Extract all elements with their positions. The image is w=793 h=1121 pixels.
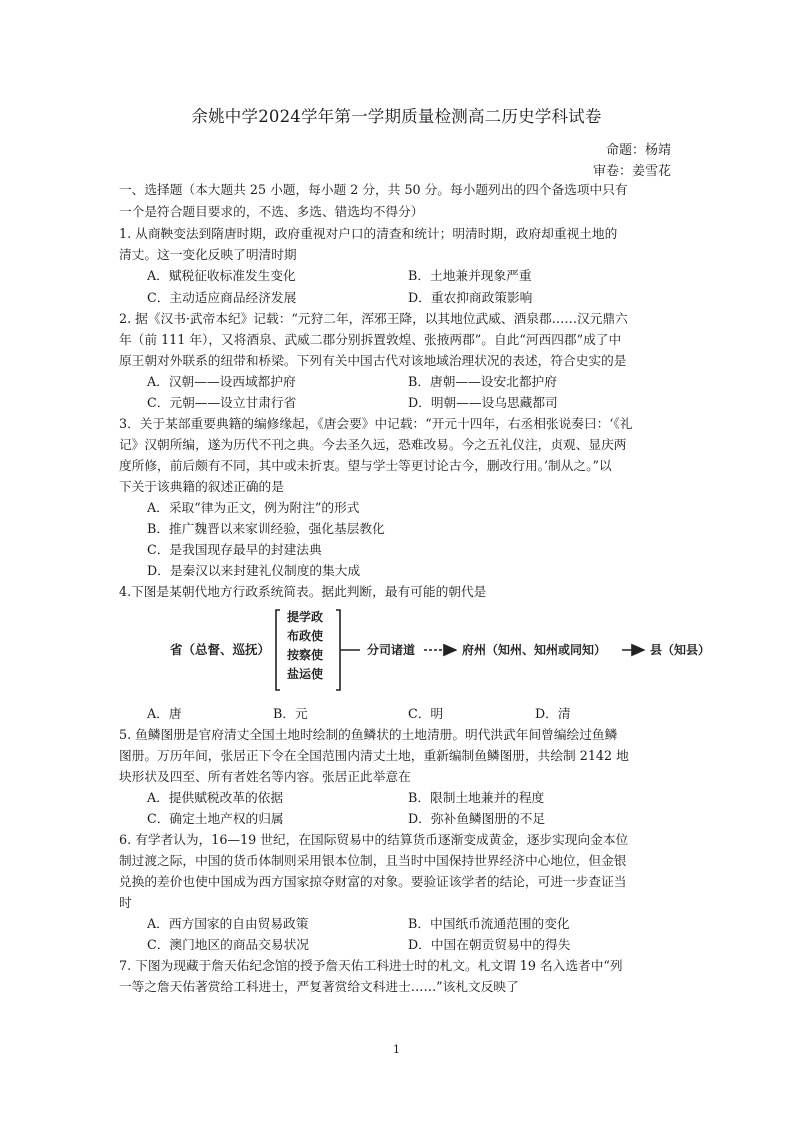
- diagram-prefecture: 府州（知州、知州或同知）: [462, 643, 607, 657]
- question-5-option-d: D．弥补鱼鳞图册的不足: [408, 811, 546, 826]
- question-6-option-d: D．中国在朝贡贸易中的得失: [408, 937, 571, 952]
- question-7-stem: 7. 下图为现藏于詹天佑纪念馆的授予詹天佑工科进士时的札文。札文谓 19 名入选者中“列: [119, 958, 623, 973]
- diagram-office-2: 布政使: [287, 629, 324, 643]
- question-6-stem-cont: 时: [119, 895, 132, 910]
- question-3-option-d: D．是秦汉以来封建礼仪制度的集大成: [147, 563, 361, 578]
- reviewer-line: 审卷：姜雪花: [592, 164, 671, 179]
- question-6-option-a: A．西方国家的自由贸易政策: [147, 916, 309, 931]
- question-2-option-a: A．汉朝——设西域都护府: [147, 374, 296, 389]
- diagram-circuit: 分司诸道: [367, 643, 416, 657]
- question-6-option-b: B．中国纸币流通范围的变化: [408, 916, 570, 931]
- diagram-left-bracket: [276, 610, 280, 690]
- question-4-option-b: B．元: [273, 706, 308, 721]
- question-4-option-c: C．明: [408, 706, 444, 721]
- question-3-stem-cont: 下关于该典籍的叙述正确的是: [119, 479, 284, 494]
- question-2-option-d: D．明朝——设乌思藏都司: [408, 395, 558, 410]
- question-1-option-d: D．重农抑商政策影响: [408, 290, 533, 305]
- section-heading-cont: 一个是符合题目要求的，不选、多选、错选均不得分）: [119, 204, 424, 219]
- diagram-province: 省（总督、巡抚）: [170, 642, 271, 657]
- author-line: 命题：杨靖: [605, 143, 671, 158]
- question-3-option-c: C．是我国现存最早的封建法典: [147, 542, 322, 557]
- question-2-stem-cont: 年（前 111 年），又将酒泉、武威二郡分别拆置敦煌、张掖两郡”。自此“河西四郡”成了中: [119, 332, 622, 347]
- question-4-stem: 4.下图是某朝代地方行政系统简表。据此判断，最有可能的朝代是: [119, 584, 487, 599]
- diagram-office-3: 按察使: [287, 648, 324, 662]
- question-5-option-c: C．确定土地产权的归属: [147, 811, 284, 826]
- question-6-stem-cont: 兑换的差价也使中国成为西方国家掠夺财富的对象。要验证该学者的结论，可进一步查证当: [119, 874, 627, 889]
- question-3-stem: 3．关于某部重要典籍的编修缘起，《唐会要》中记载：“开元十四年，右丞相张说奏曰：‘《礼: [119, 416, 633, 431]
- question-2-stem-cont: 原王朝对外联系的纽带和桥梁。下列有关中国古代对该地域治理状况的表述，符合史实的是: [119, 353, 627, 368]
- diagram-office-4: 盐运使: [287, 667, 324, 681]
- question-2-option-c: C．元朝——设立甘肃行省: [147, 395, 297, 410]
- diagram-right-bracket: [336, 610, 340, 690]
- question-1-option-a: A．赋税征收标准发生变化: [147, 268, 296, 283]
- page-number: 1: [393, 1043, 400, 1056]
- question-2-stem: 2. 据《汉书·武帝本纪》记载：“元狩二年，浑邪王降，以其地位武威、酒泉郡……汉元鼎六: [119, 311, 628, 326]
- question-6-option-c: C．澳门地区的商品交易状况: [147, 937, 309, 952]
- question-6-stem: 6. 有学者认为，16—19 世纪，在国际贸易中的结算货币逐渐变成黄金，逐步实现向金本位: [119, 832, 629, 847]
- question-3-stem-cont: 记》汉朝所编，遂为历代不刊之典。今去圣久远，恐难改易。今之五礼仪注，贞观、显庆两: [119, 437, 627, 452]
- question-3-option-a: A．采取“律为正文，例为附注”的形式: [147, 500, 360, 515]
- question-7-stem-cont: 一等之詹天佑著赏给工科进士，严复著赏给文科进士……”该札文反映了: [119, 979, 519, 994]
- question-1-option-c: C．主动适应商品经济发展: [147, 290, 297, 305]
- question-1-stem-cont: 清丈。这一变化反映了明清时期: [119, 247, 297, 262]
- question-4-option-d: D．清: [535, 706, 571, 721]
- question-1-stem: 1. 从商鞅变法到隋唐时期，政府重视对户口的清查和统计；明清时期，政府却重视土地的: [119, 226, 618, 241]
- question-5-option-a: A．提供赋税改革的依据: [147, 790, 284, 805]
- diagram-county: 县（知县）: [650, 643, 711, 657]
- question-4-option-a: A．唐: [147, 706, 182, 721]
- diagram-office-1: 提学政: [287, 610, 324, 624]
- section-heading: 一、选择题（本大题共 25 小题，每小题 2 分，共 50 分。每小题列出的四个备选项中只有: [119, 182, 628, 197]
- question-5-option-b: B．限制土地兼并的程度: [408, 790, 545, 805]
- question-1-option-b: B．土地兼并现象严重: [408, 268, 532, 283]
- question-2-option-b: B．唐朝——设安北都护府: [408, 374, 557, 389]
- question-5-stem: 5. 鱼鳞图册是官府清丈全国土地时绘制的鱼鳞状的土地清册。明代洪武年间曾编绘过鱼鳞: [119, 727, 618, 742]
- page-title: 余姚中学2024学年第一学期质量检测高二历史学科试卷: [191, 107, 602, 126]
- question-3-stem-cont: 度所修，前后颇有不同，其中或未折衷。望与学士等更讨论古今，删改行用。’制从之。”以: [119, 458, 612, 473]
- admin-system-diagram: [160, 604, 730, 698]
- question-5-stem-cont: 图册。万历年间，张居正下令在全国范围内清丈土地，重新编制鱼鳞图册，共绘制 2142 地: [119, 748, 629, 763]
- question-5-stem-cont: 块形状及四至、所有者姓名等内容。张居正此举意在: [119, 769, 411, 784]
- question-6-stem-cont: 制过渡之际，中国的货币体制则采用银本位制，且当时中国保持世界经济中心地位，但金银: [119, 853, 627, 868]
- question-3-option-b: B．推广魏晋以来家训经验，强化基层教化: [147, 521, 385, 536]
